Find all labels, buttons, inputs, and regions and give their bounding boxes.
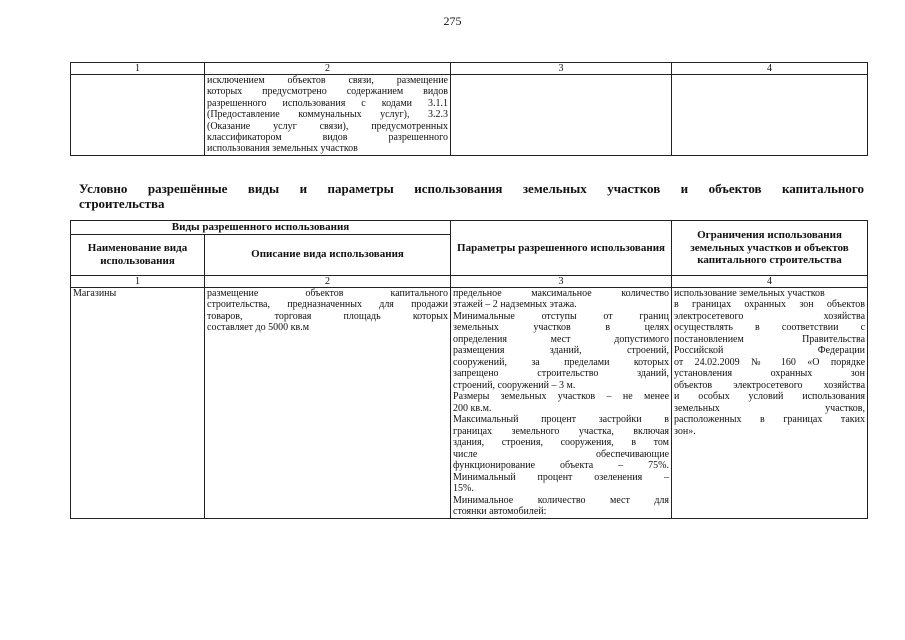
continuation-table xyxy=(70,62,868,156)
column-number: 4 xyxy=(672,275,868,287)
column-number: 1 xyxy=(71,275,205,287)
text-line: размещение объектов капитального xyxy=(207,287,449,299)
text-line: строений, сооружений – 3 м. xyxy=(453,379,576,391)
parameters-lines xyxy=(453,288,669,518)
text-line: строительства, предназначенных для продажи xyxy=(207,299,449,310)
column-number: 3 xyxy=(451,63,672,75)
text-line: товаров, торговая площадь которых xyxy=(207,310,449,322)
main-table xyxy=(70,220,868,519)
text-line: предельное максимальное количество xyxy=(453,287,670,299)
header-group: Виды разрешенного использования xyxy=(71,221,451,235)
page-number: 275 xyxy=(443,14,462,28)
text-line: здания, строения, сооружения, в том xyxy=(453,437,670,448)
column-number-row xyxy=(71,275,868,287)
text-line: классификатором видов разрешенного xyxy=(207,132,448,144)
text-line: границах земельного участка, включая xyxy=(453,425,670,437)
text-line: осуществлять в соответствии с xyxy=(674,322,866,333)
text-line: земельных участков, xyxy=(674,402,866,414)
text-line: в границах охранных зон объектов xyxy=(674,299,866,310)
column-number: 2 xyxy=(205,63,451,75)
cell-parameters xyxy=(451,287,672,518)
cell-restrictions xyxy=(672,287,868,518)
text-line: электросетевого хозяйства xyxy=(674,310,866,322)
text-line: составляет до 5000 кв.м xyxy=(207,322,310,333)
text-line: размещения зданий, строений, xyxy=(453,345,670,356)
column-number: 3 xyxy=(451,275,672,287)
text-line: расположенных в границах таких xyxy=(674,414,866,425)
text-line: установления охранных зон xyxy=(674,368,866,379)
cell-name xyxy=(71,75,205,156)
text-line: и особых условий использования xyxy=(674,391,866,402)
text-line: этажей – 2 надземных этажа. xyxy=(453,299,577,310)
table-row xyxy=(71,287,868,518)
description-lines xyxy=(207,75,448,155)
restrictions-lines xyxy=(674,288,865,438)
text-line: зон». xyxy=(674,425,696,437)
column-number: 2 xyxy=(205,275,451,287)
header-description: Описание вида использования xyxy=(205,234,451,275)
text-line: разрешенного использования с кодами 3.1.1 xyxy=(207,97,448,109)
table-row xyxy=(71,75,868,156)
text-line: земельных участков в целях xyxy=(453,322,670,333)
text-line: сооружений, за пределами которых xyxy=(453,356,670,368)
column-number: 4 xyxy=(672,63,868,75)
text-line: запрещено строительство зданий, xyxy=(453,368,670,379)
text-line: (Оказание услуг связи), предусмотренных xyxy=(207,120,448,132)
text-line: 15%. xyxy=(453,483,474,494)
text-line: которых предусмотрено содержанием видов xyxy=(207,86,448,98)
text-line: использования земельных участков xyxy=(207,143,358,155)
text-line: Размеры земельных участков – не менее xyxy=(453,391,670,402)
text-line: Минимальное количество мест для xyxy=(453,494,670,506)
section-title-line1: Условно разрешённые виды и параметры использования земельных участков и объектов капитального xyxy=(79,181,864,196)
text-line: использование земельных участков xyxy=(674,287,825,299)
cell-restrictions xyxy=(672,75,868,156)
text-line: числе обеспечивающие xyxy=(453,448,670,460)
cell-description xyxy=(205,287,451,518)
cell-description xyxy=(205,75,451,156)
text-line: исключением объектов связи, размещение xyxy=(207,75,448,86)
text-line: стоянки автомобилей: xyxy=(453,506,547,517)
text-line: определения мест допустимого xyxy=(453,333,670,345)
section-title xyxy=(79,181,864,211)
header-name: Наименование вида использования xyxy=(71,234,205,275)
column-number-row xyxy=(71,63,868,75)
description-lines xyxy=(207,288,448,334)
header-restrictions: Ограничения использования земельных участков и объектов капитального строительства xyxy=(672,221,868,276)
text-line: 200 кв.м. xyxy=(453,402,492,414)
text-line: от 24.02.2009 № 160 «О порядке xyxy=(674,356,866,368)
text-line: (Предоставление коммунальных услуг), 3.2.3 xyxy=(207,109,448,121)
text-line: объектов электросетевого хозяйства xyxy=(674,379,866,391)
section-title-line2: строительства xyxy=(79,196,165,211)
text-line: постановлением Правительства xyxy=(674,333,866,345)
text-line: Российской Федерации xyxy=(674,345,866,356)
cell-parameters xyxy=(451,75,672,156)
text-line: Максимальный процент застройки в xyxy=(453,414,670,425)
text-line: Минимальный процент озеленения – xyxy=(453,471,670,483)
header-row xyxy=(71,221,868,235)
header-parameters: Параметры разрешенного использования xyxy=(451,221,672,276)
text-line: Минимальные отступы от границ xyxy=(453,310,670,322)
text-line: функционирование объекта – 75%. xyxy=(453,460,670,471)
cell-name: Магазины xyxy=(71,287,205,518)
column-number: 1 xyxy=(71,63,205,75)
